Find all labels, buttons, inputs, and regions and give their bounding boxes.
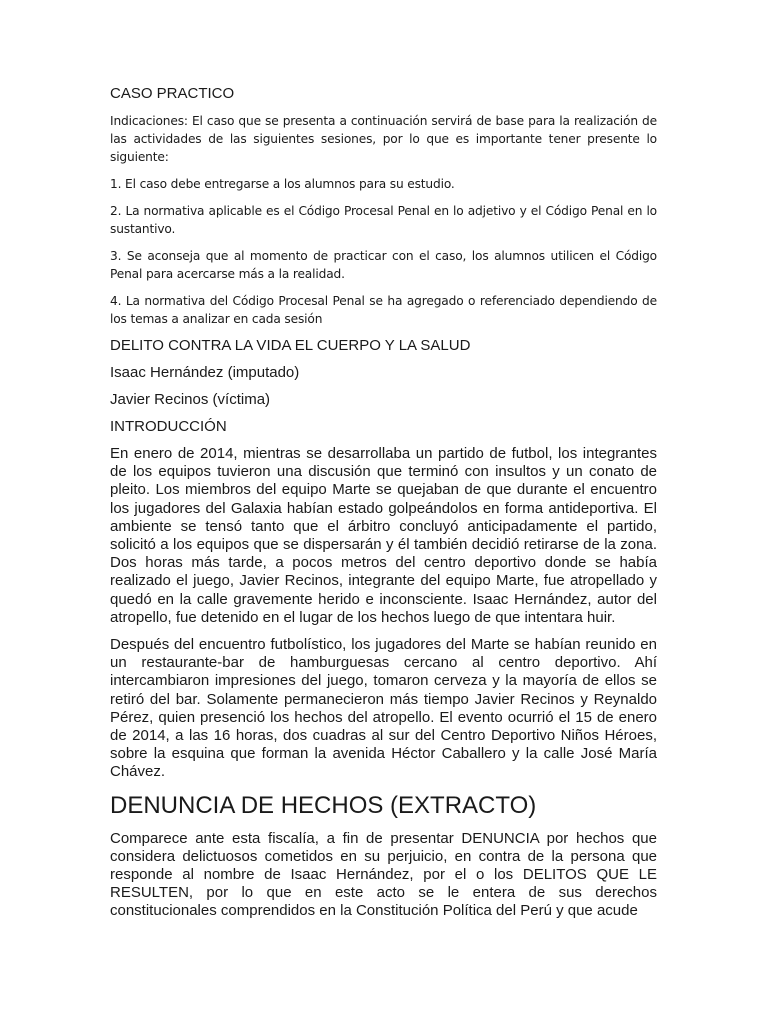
list-item: 1. El caso debe entregarse a los alumnos para su estudio. [110,177,455,191]
imputado-line: Isaac Hernández (imputado) [110,364,300,381]
victima-line: Javier Recinos (víctima) [110,391,271,408]
denuncia-heading: DENUNCIA DE HECHOS (EXTRACTO) [110,791,537,819]
introduccion-heading: INTRODUCCIÓN [110,418,227,435]
list-item: 2. La normativa aplicable es el Código Procesal Penal en lo adjetivo y el Código Penal en lo sustantivo. [110,204,657,236]
document-title: CASO PRACTICO [110,85,235,102]
intro-paragraph: Después del encuentro futbolístico, los jugadores del Marte se habían reunido en un restaurante-bar de hamburguesas cercano al centro deportivo. Ahí intercambiaron impresiones del juego, tomaron cerveza y la mayoría de ellos se retiró del bar. Solamente permanecieron más tiempo Javier Recinos y Reynaldo Pérez, quien presenció los hechos del atropello. El evento ocurrió el 15 de enero de 2014, a las 16 horas, dos cuadras al sur del Centro Deportivo Niños Héroes, sobre la esquina que forman la avenida Héctor Caballero y la calle José María Chávez. [110,636,657,781]
indicaciones-paragraph: Indicaciones: El caso que se presenta a continuación servirá de base para la realización de las actividades de las siguientes sesiones, por lo que es importante tener presente lo siguiente: [110,114,657,164]
document-body [110,84,657,930]
intro-paragraph: En enero de 2014, mientras se desarrollaba un partido de futbol, los integrantes de los equipos tuvieron una discusión que terminó con insultos y un conato de pleito. Los miembros del equipo Marte se quejaban de que durante el encuentro los jugadores del Galaxia habían estado golpeándolos en forma antideportiva. El ambiente se tensó tanto que el árbitro concluyó anticipadamente el partido, solicitó a los equipos que se dispersarán y él también decidió retirarse de la zona. Dos horas más tarde, a pocos metros del centro deportivo donde se había realizado el juego, Javier Recinos, integrante del equipo Marte, fue atropellado y quedó en la calle gravemente herido e inconsciente. Isaac Hernández, autor del atropello, fue detenido en el lugar de los hechos luego de que intentara huir. [110,445,657,626]
list-item: 3. Se aconseja que al momento de practicar con el caso, los alumnos utilicen el Código Penal para acercarse más a la realidad. [110,249,657,281]
delito-heading: DELITO CONTRA LA VIDA EL CUERPO Y LA SALUD [110,337,471,354]
list-item: 4. La normativa del Código Procesal Penal se ha agregado o referenciado dependiendo de los temas a analizar en cada sesión [110,294,657,326]
denuncia-paragraph: Comparece ante esta fiscalía, a fin de presentar DENUNCIA por hechos que considera delictuosos cometidos en su perjuicio, en contra de la persona que responde al nombre de Isaac Hernández, por el o los DELITOS QUE LE RESULTEN, por lo que en este acto se le entera de sus derechos constitucionales comprendidos en la Constitución Política del Perú y que acude [110,829,657,920]
